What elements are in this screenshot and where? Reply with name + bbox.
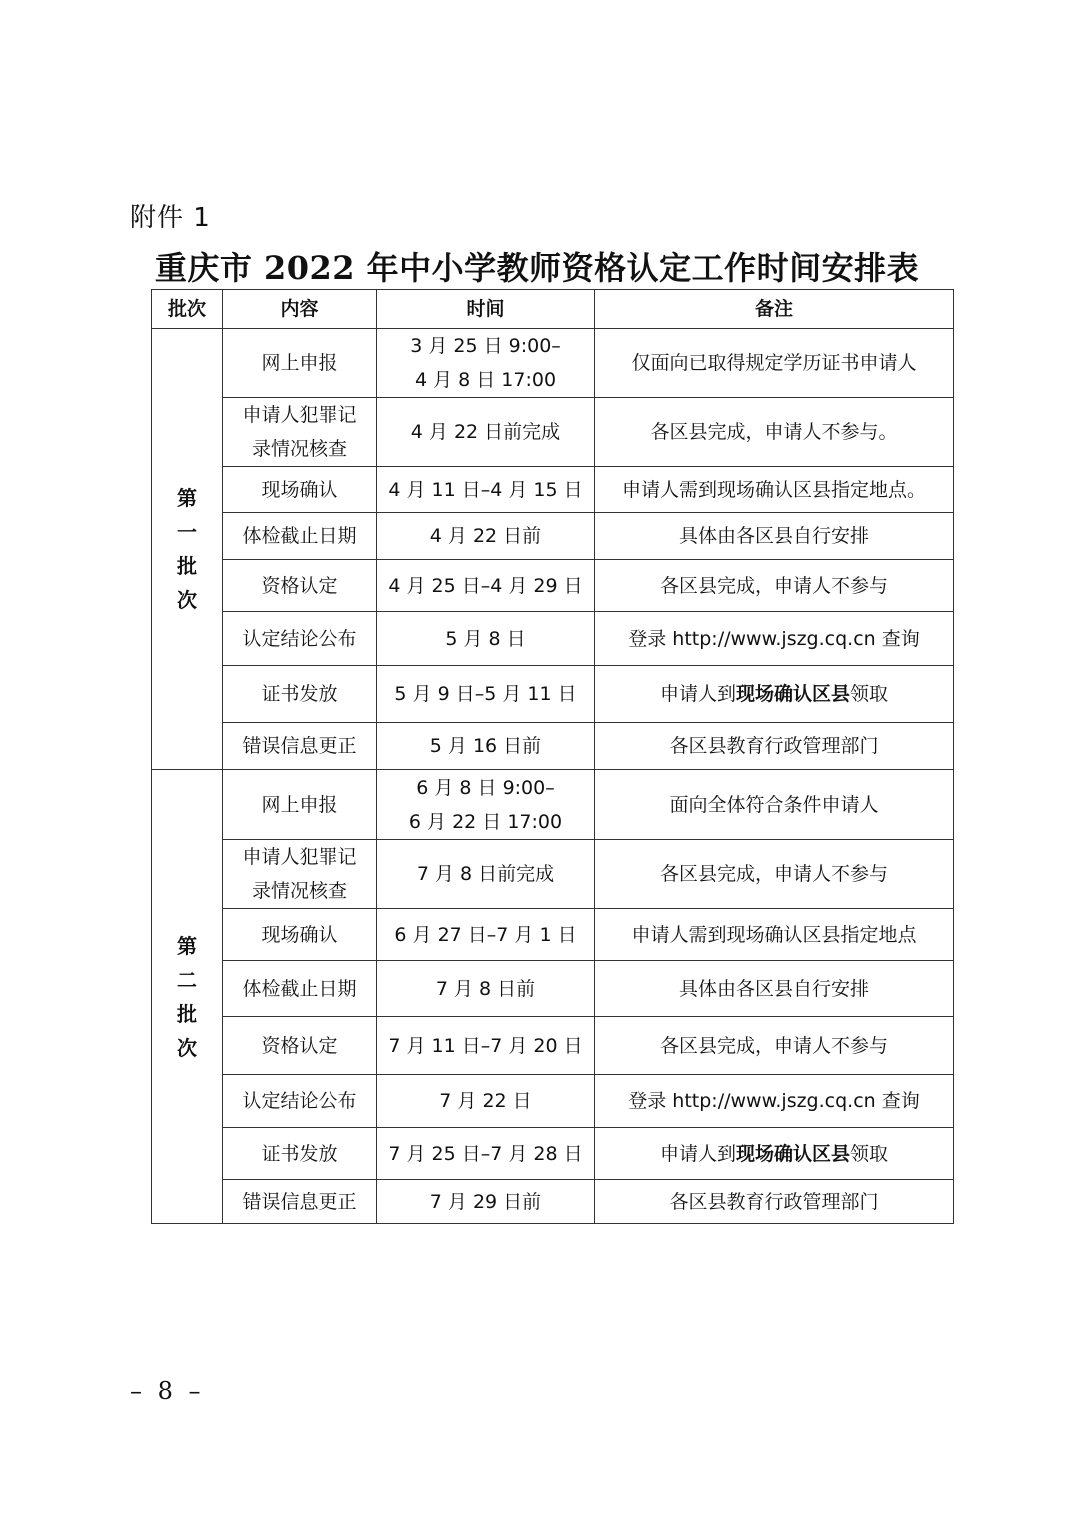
batch-label-char: 第 xyxy=(177,933,197,958)
cell-content: 认定结论公布 xyxy=(223,612,377,666)
cell-time: 7 月 8 日前 xyxy=(377,961,595,1017)
table-row xyxy=(152,1017,954,1075)
note-text: 申请人到 xyxy=(659,683,736,705)
cell-note xyxy=(595,666,954,723)
cell-note: 各区县教育行政管理部门 xyxy=(595,1180,954,1224)
cell-time: 7 月 25 日–7 月 28 日 xyxy=(377,1128,595,1180)
note-emphasis: 现场确认区县 xyxy=(735,1142,850,1165)
cell-time: 5 月 9 日–5 月 11 日 xyxy=(377,666,595,723)
table-row xyxy=(152,840,954,909)
note-text: 领取 xyxy=(850,683,889,705)
table-row xyxy=(152,329,954,398)
cell-time: 7 月 8 日前完成 xyxy=(377,840,595,909)
table-row xyxy=(152,909,954,961)
schedule-table xyxy=(151,289,954,1224)
cell-content: 申请人犯罪记 录情况核查 xyxy=(223,840,377,909)
cell-note: 各区县完成，申请人不参与 xyxy=(595,1017,954,1075)
table-row xyxy=(152,560,954,612)
table-row xyxy=(152,666,954,723)
cell-content: 证书发放 xyxy=(223,1128,377,1180)
cell-time: 4 月 11 日–4 月 15 日 xyxy=(377,467,595,513)
table-row xyxy=(152,1180,954,1224)
note-text: 申请人到 xyxy=(659,1142,736,1165)
batch-label-char: 二 xyxy=(177,967,197,992)
cell-note: 仅面向已取得规定学历证书申请人 xyxy=(595,329,954,398)
cell-content: 现场确认 xyxy=(223,909,377,961)
batch-label-char: 批 xyxy=(177,554,197,578)
cell-note xyxy=(595,1128,954,1180)
cell-content: 错误信息更正 xyxy=(223,723,377,770)
cell-note: 具体由各区县自行安排 xyxy=(595,961,954,1017)
cell-note: 面向全体符合条件申请人 xyxy=(595,770,954,840)
cell-time: 4 月 22 日前完成 xyxy=(377,398,595,467)
table-row xyxy=(152,961,954,1017)
cell-content: 认定结论公布 xyxy=(223,1075,377,1128)
cell-time: 4 月 22 日前 xyxy=(377,513,595,560)
table-row xyxy=(152,770,954,840)
header-content: 内容 xyxy=(223,290,377,329)
batch-label-char: 次 xyxy=(177,588,197,612)
note-text: 领取 xyxy=(850,1142,889,1165)
cell-content: 资格认定 xyxy=(223,1017,377,1075)
cell-content: 现场确认 xyxy=(223,467,377,513)
cell-content: 申请人犯罪记 录情况核查 xyxy=(223,398,377,467)
table-header-row xyxy=(152,290,954,329)
cell-content: 体检截止日期 xyxy=(223,961,377,1017)
document-title: 重庆市 2022 年中小学教师资格认定工作时间安排表 xyxy=(154,249,920,287)
header-note: 备注 xyxy=(595,290,954,329)
cell-note: 登录 http://www.jszg.cq.cn 查询 xyxy=(595,612,954,666)
cell-note: 各区县完成，申请人不参与。 xyxy=(595,398,954,467)
cell-time: 7 月 22 日 xyxy=(377,1075,595,1128)
attachment-label: 附件 1 xyxy=(130,203,211,233)
table-row xyxy=(152,467,954,513)
cell-content: 证书发放 xyxy=(223,666,377,723)
batch-label-char: 批 xyxy=(177,1001,197,1026)
table-row xyxy=(152,1075,954,1128)
table-row xyxy=(152,513,954,560)
cell-time: 6 月 27 日–7 月 1 日 xyxy=(377,909,595,961)
table-body xyxy=(152,329,954,1224)
cell-time: 5 月 16 日前 xyxy=(377,723,595,770)
cell-note: 申请人需到现场确认区县指定地点。 xyxy=(595,467,954,513)
batch-label-char: 次 xyxy=(177,1035,197,1060)
batch-label xyxy=(152,329,223,770)
cell-time: 4 月 25 日–4 月 29 日 xyxy=(377,560,595,612)
table-row xyxy=(152,1128,954,1180)
header-time: 时间 xyxy=(377,290,595,329)
note-emphasis: 现场确认区县 xyxy=(735,683,850,705)
table-row xyxy=(152,398,954,467)
cell-time: 6 月 8 日 9:00– 6 月 22 日 17:00 xyxy=(377,770,595,840)
table-row xyxy=(152,723,954,770)
cell-note: 各区县教育行政管理部门 xyxy=(595,723,954,770)
page-number: – 8 – xyxy=(130,1377,205,1405)
header-batch: 批次 xyxy=(152,290,223,329)
cell-time: 3 月 25 日 9:00– 4 月 8 日 17:00 xyxy=(377,329,595,398)
cell-time: 7 月 11 日–7 月 20 日 xyxy=(377,1017,595,1075)
cell-content: 错误信息更正 xyxy=(223,1180,377,1224)
batch-label xyxy=(152,770,223,1224)
cell-note: 具体由各区县自行安排 xyxy=(595,513,954,560)
cell-note: 各区县完成，申请人不参与 xyxy=(595,560,954,612)
cell-content: 网上申报 xyxy=(223,770,377,840)
cell-content: 网上申报 xyxy=(223,329,377,398)
cell-content: 资格认定 xyxy=(223,560,377,612)
cell-time: 7 月 29 日前 xyxy=(377,1180,595,1224)
batch-label-char: 一 xyxy=(177,520,197,544)
cell-time: 5 月 8 日 xyxy=(377,612,595,666)
batch-label-char: 第 xyxy=(177,486,197,510)
cell-content: 体检截止日期 xyxy=(223,513,377,560)
table-row xyxy=(152,612,954,666)
cell-note: 登录 http://www.jszg.cq.cn 查询 xyxy=(595,1075,954,1128)
cell-note: 申请人需到现场确认区县指定地点 xyxy=(595,909,954,961)
cell-note: 各区县完成，申请人不参与 xyxy=(595,840,954,909)
